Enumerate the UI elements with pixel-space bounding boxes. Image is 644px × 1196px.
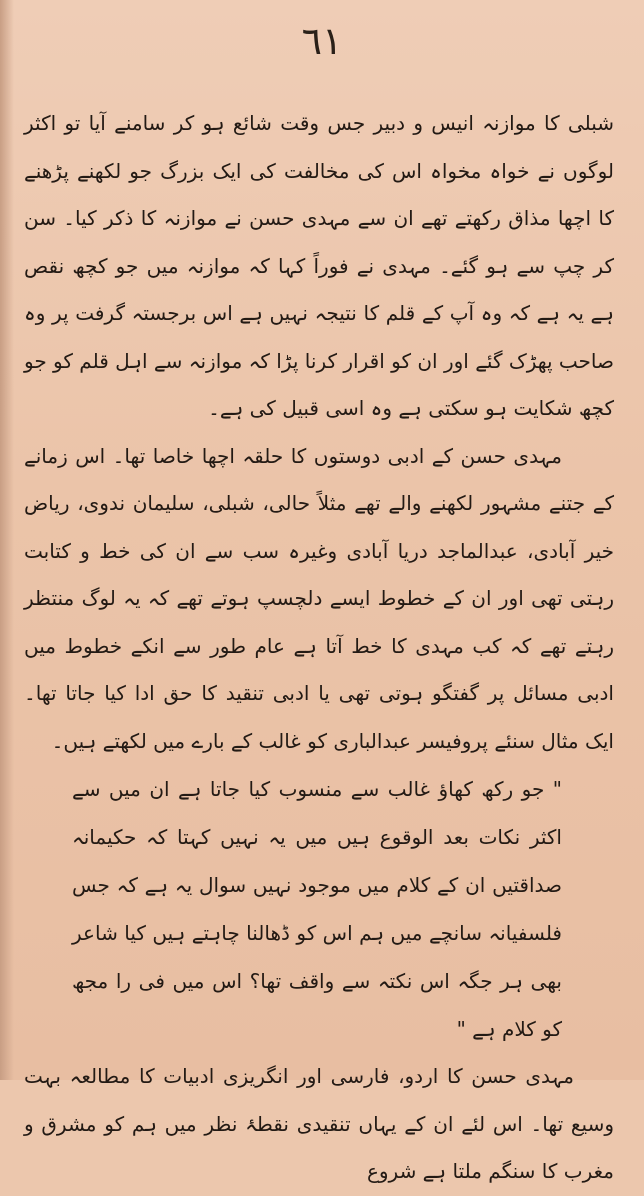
paragraph-muwazana-anecdote: شبلی کا موازنہ انیس و دبیر جس وقت شائع ہو کر سامنے آیا تو اکثر لوگوں نے خواہ مخواہ اس کی مخالفت کی ایک بزرگ جو لکھنے پڑھنے کا اچھا مذاق رکھتے تھے ان سے مہدی حسن نے موازنہ کا ذکر کیا۔ سن کر چپ سے ہو گئے۔ مہدی نے فوراً کہا کہ موازنہ میں جو کچھ نقص ہے یہ ہے کہ وہ آپ کے قلم کا نتیجہ نہیں ہے اس برجستہ گرفت پر وہ صاحب پھڑک گئے اور ان کو اقرار کرنا پڑا کہ موازنہ سے اہل قلم کو جو کچھ شکایت ہو سکتی ہے وہ اسی قبیل کی ہے۔ [24, 111, 614, 420]
paragraph-literary-friends: مہدی حسن کے ادبی دوستوں کا حلقہ اچھا خاصا تھا۔ اس زمانے کے جتنے مشہور لکھنے والے تھے مثلاً حالی، شبلی، سلیمان ندوی، ریاض خیر آبادی، عبدالماجد دریا آبادی وغیرہ سب سے ان کی خط و کتابت رہتی تھی اور ان کے خطوط ایسے دلچسپ ہوتے تھے کہ یہ لوگ منتظر رہتے تھے کہ کب مہدی کا خط آتا ہے عام طور سے انکے خطوط میں ادبی مسائل پر گفتگو ہوتی تھی یا ادبی تنقید کا حق ادا کیا جاتا تھا۔ ایک مثال سنئے پروفیسر عبدالباری کو غالب کے بارے میں لکھتے ہیں۔ [24, 443, 614, 753]
block-quote-ghalib: " جو رکھ کھاؤ غالب سے منسوب کیا جاتا ہے ان میں سے اکثر نکات بعد الوقوع ہیں میں یہ نہیں کہتا کہ حکیمانہ صداقتیں ان کے کلام میں موجود نہیں سوال یہ ہے کہ جس فلسفیانہ سانچے میں ہم اس کو ڈھالنا چاہتے ہیں کیا شاعر بھی ہر جگہ اس نکتہ سے واقف تھا؟ اس میں فی را مجھ کو کلام ہے " [72, 777, 562, 1041]
page-body-text [24, 100, 614, 1196]
paragraph-literary-study: مہدی حسن کا اردو، فارسی اور انگریزی ادبیات کا مطالعہ بہت وسیع تھا۔ اس لئے ان کے یہاں تنقیدی نقطۂ نظر میں ہم کو مشرق و مغرب کا سنگم ملتا ہے شروع [24, 1064, 614, 1183]
page-number: ٦١ [301, 19, 343, 63]
page-binding-shadow [0, 0, 14, 1080]
